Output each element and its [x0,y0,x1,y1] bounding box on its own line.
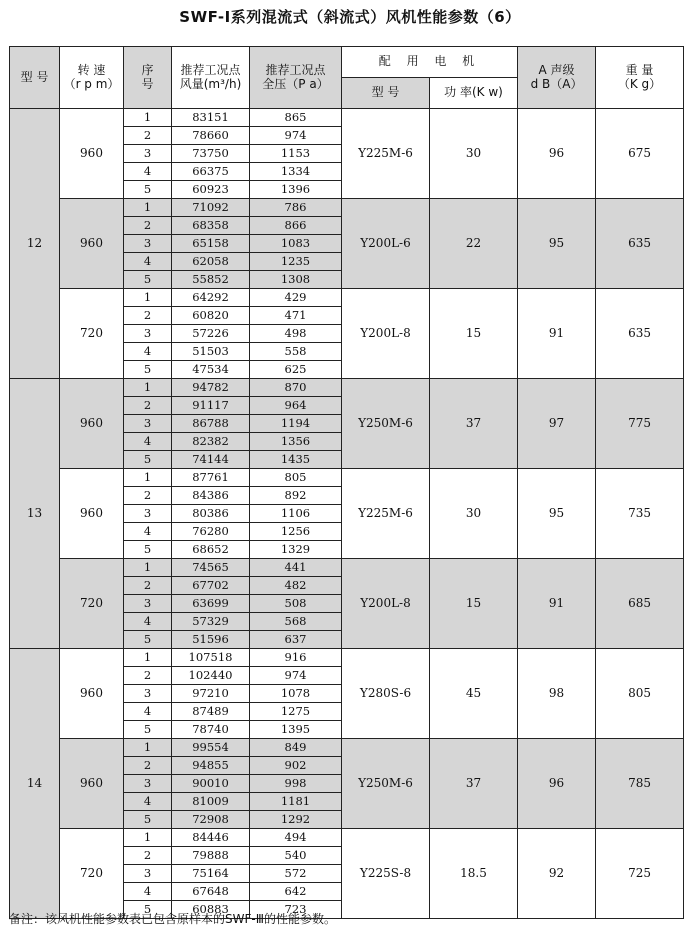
motor-type-cell: Y225S-8 [342,829,430,919]
flow-cell: 60923 [172,181,250,199]
flow-cell: 82382 [172,433,250,451]
table-row [10,649,684,667]
pressure-cell: 866 [250,217,342,235]
noise-cell: 95 [518,469,596,559]
speed-cell: 720 [60,289,124,379]
pressure-cell: 1396 [250,181,342,199]
noise-cell: 91 [518,289,596,379]
pressure-cell: 540 [250,847,342,865]
flow-cell: 81009 [172,793,250,811]
pressure-cell: 964 [250,397,342,415]
flow-cell: 84446 [172,829,250,847]
header-power: 功 率(K w) [430,78,518,109]
pressure-cell: 1083 [250,235,342,253]
pressure-cell: 902 [250,757,342,775]
table-row [10,739,684,757]
noise-cell: 95 [518,199,596,289]
flow-cell: 66375 [172,163,250,181]
flow-cell: 91117 [172,397,250,415]
pressure-cell: 849 [250,739,342,757]
seq-cell: 2 [124,847,172,865]
flow-cell: 64292 [172,289,250,307]
pressure-cell: 1435 [250,451,342,469]
pressure-cell: 1395 [250,721,342,739]
flow-cell: 94855 [172,757,250,775]
flow-cell: 87489 [172,703,250,721]
speed-cell: 960 [60,649,124,739]
seq-cell: 3 [124,505,172,523]
flow-cell: 60883 [172,901,250,919]
seq-cell: 4 [124,523,172,541]
seq-cell: 2 [124,757,172,775]
seq-cell: 2 [124,217,172,235]
seq-cell: 3 [124,775,172,793]
speed-cell: 960 [60,379,124,469]
seq-cell: 3 [124,415,172,433]
pressure-cell: 1356 [250,433,342,451]
seq-cell: 2 [124,127,172,145]
table-row [10,109,684,127]
speed-cell: 720 [60,559,124,649]
power-cell: 22 [430,199,518,289]
seq-cell: 4 [124,613,172,631]
speed-cell: 960 [60,199,124,289]
pressure-cell: 1329 [250,541,342,559]
seq-cell: 5 [124,811,172,829]
seq-cell: 3 [124,595,172,613]
flow-cell: 102440 [172,667,250,685]
motor-type-cell: Y200L-6 [342,199,430,289]
weight-cell: 685 [596,559,684,649]
flow-cell: 74144 [172,451,250,469]
pressure-cell: 805 [250,469,342,487]
pressure-cell: 429 [250,289,342,307]
pressure-cell: 642 [250,883,342,901]
weight-cell: 785 [596,739,684,829]
weight-cell: 805 [596,649,684,739]
flow-cell: 71092 [172,199,250,217]
motor-type-cell: Y200L-8 [342,559,430,649]
header-flow: 推荐工况点 风量(m³/h) [172,47,250,109]
power-cell: 15 [430,289,518,379]
power-cell: 18.5 [430,829,518,919]
weight-cell: 725 [596,829,684,919]
header-pressure: 推荐工况点 全压（P a） [250,47,342,109]
power-cell: 30 [430,109,518,199]
pressure-cell: 1292 [250,811,342,829]
pressure-cell: 625 [250,361,342,379]
noise-cell: 98 [518,649,596,739]
flow-cell: 78660 [172,127,250,145]
seq-cell: 1 [124,829,172,847]
table-row [10,289,684,307]
flow-cell: 90010 [172,775,250,793]
seq-cell: 1 [124,199,172,217]
noise-cell: 96 [518,109,596,199]
flow-cell: 99554 [172,739,250,757]
seq-cell: 5 [124,361,172,379]
model-cell: 12 [10,109,60,379]
header-noise: A 声级 d B（A） [518,47,596,109]
seq-cell: 3 [124,685,172,703]
pressure-cell: 865 [250,109,342,127]
speed-cell: 960 [60,739,124,829]
seq-cell: 3 [124,235,172,253]
weight-cell: 735 [596,469,684,559]
speed-cell: 960 [60,109,124,199]
noise-cell: 91 [518,559,596,649]
weight-cell: 635 [596,289,684,379]
table-body [10,109,684,919]
header-motor: 配 用 电 机 [342,47,518,78]
weight-cell: 775 [596,379,684,469]
model-cell: 14 [10,649,60,919]
pressure-cell: 723 [250,901,342,919]
table-row [10,379,684,397]
pressure-cell: 1235 [250,253,342,271]
flow-cell: 72908 [172,811,250,829]
seq-cell: 3 [124,145,172,163]
flow-cell: 107518 [172,649,250,667]
pressure-cell: 471 [250,307,342,325]
flow-cell: 60820 [172,307,250,325]
footnote: 备注：该风机性能参数表已包含原样本的SWF-Ⅲ的性能参数。 [9,912,336,926]
speed-cell: 720 [60,829,124,919]
flow-cell: 67648 [172,883,250,901]
pressure-cell: 498 [250,325,342,343]
power-cell: 30 [430,469,518,559]
power-cell: 37 [430,379,518,469]
header-motor-type: 型 号 [342,78,430,109]
pressure-cell: 572 [250,865,342,883]
pressure-cell: 1153 [250,145,342,163]
seq-cell: 3 [124,865,172,883]
flow-cell: 86788 [172,415,250,433]
pressure-cell: 558 [250,343,342,361]
seq-cell: 1 [124,469,172,487]
seq-cell: 4 [124,703,172,721]
flow-cell: 75164 [172,865,250,883]
table-row [10,559,684,577]
flow-cell: 57329 [172,613,250,631]
seq-cell: 5 [124,631,172,649]
seq-cell: 5 [124,721,172,739]
flow-cell: 47534 [172,361,250,379]
pressure-cell: 1256 [250,523,342,541]
seq-cell: 5 [124,181,172,199]
flow-cell: 84386 [172,487,250,505]
seq-cell: 1 [124,739,172,757]
flow-cell: 80386 [172,505,250,523]
pressure-cell: 974 [250,667,342,685]
seq-cell: 4 [124,163,172,181]
seq-cell: 5 [124,541,172,559]
seq-cell: 4 [124,793,172,811]
pressure-cell: 1308 [250,271,342,289]
flow-cell: 78740 [172,721,250,739]
motor-type-cell: Y200L-8 [342,289,430,379]
flow-cell: 63699 [172,595,250,613]
noise-cell: 96 [518,739,596,829]
motor-type-cell: Y250M-6 [342,739,430,829]
flow-cell: 83151 [172,109,250,127]
flow-cell: 97210 [172,685,250,703]
seq-cell: 1 [124,289,172,307]
seq-cell: 5 [124,451,172,469]
pressure-cell: 916 [250,649,342,667]
pressure-cell: 494 [250,829,342,847]
pressure-cell: 870 [250,379,342,397]
pressure-cell: 482 [250,577,342,595]
motor-type-cell: Y225M-6 [342,469,430,559]
flow-cell: 62058 [172,253,250,271]
model-cell: 13 [10,379,60,649]
pressure-cell: 974 [250,127,342,145]
noise-cell: 97 [518,379,596,469]
flow-cell: 68358 [172,217,250,235]
flow-cell: 55852 [172,271,250,289]
pressure-cell: 892 [250,487,342,505]
table-row [10,829,684,847]
seq-cell: 4 [124,433,172,451]
pressure-cell: 637 [250,631,342,649]
power-cell: 15 [430,559,518,649]
seq-cell: 2 [124,307,172,325]
pressure-cell: 1078 [250,685,342,703]
flow-cell: 79888 [172,847,250,865]
header-model: 型 号 [10,47,60,109]
pressure-cell: 998 [250,775,342,793]
pressure-cell: 1334 [250,163,342,181]
seq-cell: 2 [124,577,172,595]
flow-cell: 51503 [172,343,250,361]
page-title: SWF-Ⅰ系列混流式（斜流式）风机性能参数（6） [179,8,521,26]
pressure-cell: 1194 [250,415,342,433]
seq-cell: 5 [124,901,172,919]
seq-cell: 2 [124,487,172,505]
speed-cell: 960 [60,469,124,559]
pressure-cell: 508 [250,595,342,613]
flow-cell: 87761 [172,469,250,487]
seq-cell: 4 [124,883,172,901]
noise-cell: 92 [518,829,596,919]
flow-cell: 51596 [172,631,250,649]
seq-cell: 1 [124,379,172,397]
motor-type-cell: Y250M-6 [342,379,430,469]
pressure-cell: 1275 [250,703,342,721]
seq-cell: 2 [124,397,172,415]
seq-cell: 1 [124,559,172,577]
pressure-cell: 1181 [250,793,342,811]
flow-cell: 94782 [172,379,250,397]
seq-cell: 2 [124,667,172,685]
power-cell: 37 [430,739,518,829]
motor-type-cell: Y280S-6 [342,649,430,739]
power-cell: 45 [430,649,518,739]
flow-cell: 65158 [172,235,250,253]
seq-cell: 4 [124,253,172,271]
flow-cell: 67702 [172,577,250,595]
flow-cell: 68652 [172,541,250,559]
header-weight: 重 量 （K g） [596,47,684,109]
flow-cell: 76280 [172,523,250,541]
pressure-cell: 568 [250,613,342,631]
flow-cell: 57226 [172,325,250,343]
table-row [10,199,684,217]
seq-cell: 1 [124,649,172,667]
flow-cell: 73750 [172,145,250,163]
fan-performance-table [9,46,684,919]
table-row [10,469,684,487]
flow-cell: 74565 [172,559,250,577]
header-speed: 转 速 （r p m） [60,47,124,109]
weight-cell: 675 [596,109,684,199]
seq-cell: 4 [124,343,172,361]
pressure-cell: 441 [250,559,342,577]
seq-cell: 1 [124,109,172,127]
seq-cell: 5 [124,271,172,289]
pressure-cell: 1106 [250,505,342,523]
weight-cell: 635 [596,199,684,289]
motor-type-cell: Y225M-6 [342,109,430,199]
seq-cell: 3 [124,325,172,343]
pressure-cell: 786 [250,199,342,217]
header-seq: 序 号 [124,47,172,109]
